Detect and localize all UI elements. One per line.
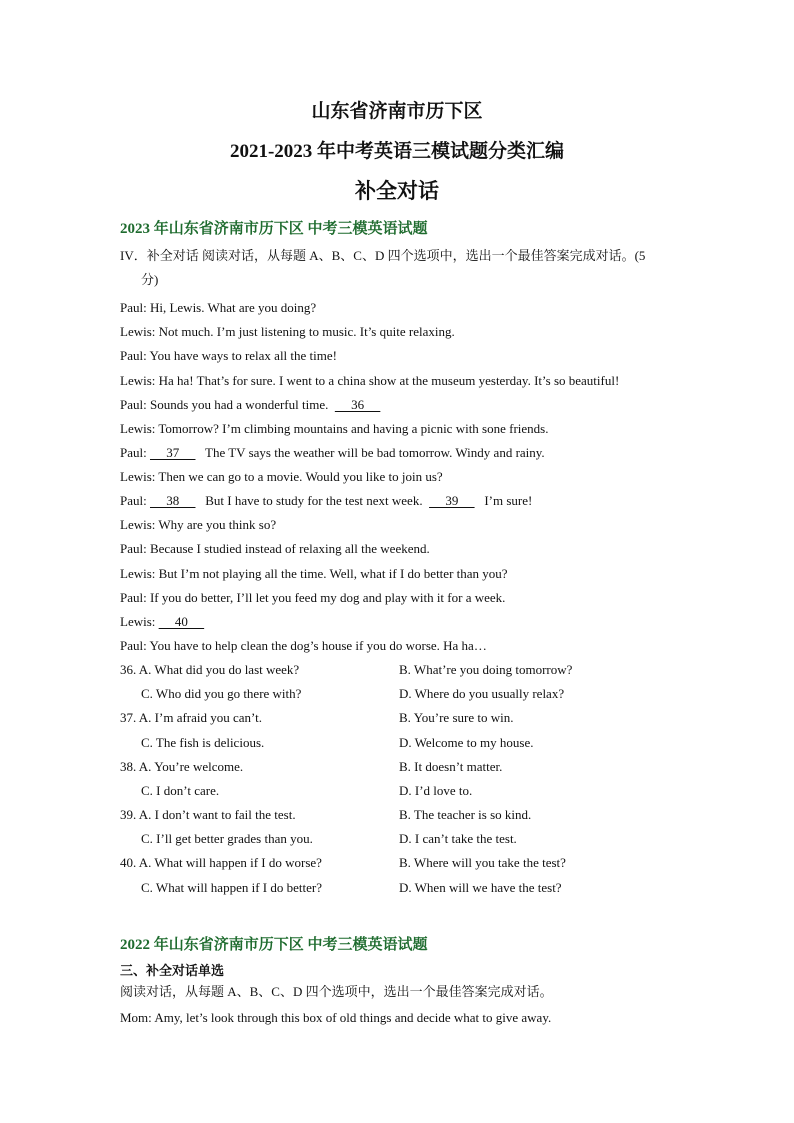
dialogue-line: Mom: Amy, let’s look through this box of old things and decide what to give away. [120,1010,552,1025]
doc-title-topic: 补全对话 [355,179,439,203]
dialogue-text: But I have to study for the test next week. [195,493,430,508]
dialogue-line [120,397,380,413]
option-39c: C. I’ll get better grades than you. [141,831,313,846]
option-36c: C. Who did you go there with? [141,686,302,701]
doc-title-collection: 2021-2023 年中考英语三模试题分类汇编 [229,141,565,162]
instruction-line: 阅读对话，从每题 A、B、C、D 四个选项中，选出一个最佳答案完成对话。 [120,984,553,999]
option-38b: B. It doesn’t matter. [399,759,503,774]
dialogue-line: Paul: Hi, Lewis. What are you doing? [120,300,317,315]
dialogue-text: The TV says the weather will be bad tomorrow. Windy and rainy. [195,445,545,460]
dialogue-line: Lewis: Why are you think so? [120,517,277,532]
answer-blank-38: 38 [149,493,196,508]
dialogue-text: Paul: [120,445,150,460]
dialogue-line [120,493,532,509]
instruction-line-cont: 分) [141,272,159,287]
option-36d: D. Where do you usually relax? [399,686,565,701]
dialogue-line: Paul: You have ways to relax all the time! [120,348,337,363]
option-40b: B. Where will you take the test? [399,855,566,870]
option-38c: C. I don’t care. [141,783,220,798]
dialogue-line: Lewis: But I’m not playing all the time. Well, what if I do better than you? [120,566,508,581]
answer-blank-37: 37 [149,445,196,460]
option-39d: D. I can’t take the test. [399,831,517,846]
option-39b: B. The teacher is so kind. [399,807,532,822]
dialogue-line: Paul: You have to help clean the dog’s house if you do worse. Ha ha… [120,638,487,653]
dialogue-line: Paul: If you do better, I’ll let you feed my dog and play with it for a week. [120,590,506,605]
option-38d: D. I’d love to. [399,783,473,798]
dialogue-text: I’m sure! [474,493,533,508]
option-37d: D. Welcome to my house. [399,735,534,750]
answer-blank-39: 39 [429,493,475,508]
option-39a: 39. A. I don’t want to fail the test. [120,807,296,822]
answer-blank-36: 36 [334,397,381,412]
dialogue-line: Lewis: Not much. I’m just listening to music. It’s quite relaxing. [120,324,455,339]
option-37a: 37. A. I’m afraid you can’t. [120,710,262,725]
dialogue-text: Lewis: [120,614,159,629]
dialogue-line: Lewis: Ha ha! That’s for sure. I went to a china show at the museum yesterday. It’s so beautiful! [120,373,620,388]
subsection-heading: 三、补全对话单选 [120,963,225,978]
instruction-line: IV．补全对话 阅读对话，从每题 A、B、C、D 四个选项中，选出一个最佳答案完成对话。(5 [120,248,646,263]
dialogue-line: Paul: Because I studied instead of relaxing all the weekend. [120,541,430,556]
option-36a: 36. A. What did you do last week? [120,662,300,677]
answer-blank-40: 40 [158,614,205,629]
option-40d: D. When will we have the test? [399,880,562,895]
dialogue-line [120,614,204,630]
dialogue-text: Paul: [120,493,150,508]
dialogue-line: Lewis: Then we can go to a movie. Would you like to join us? [120,469,443,484]
option-36b: B. What’re you doing tomorrow? [399,662,573,677]
option-40a: 40. A. What will happen if I do worse? [120,855,322,870]
dialogue-text: Paul: Sounds you had a wonderful time. [120,397,335,412]
option-37c: C. The fish is delicious. [141,735,265,750]
dialogue-line: Lewis: Tomorrow? I’m climbing mountains and having a picnic with sone friends. [120,421,549,436]
section-heading-2023: 2023 年山东省济南市历下区 中考三模英语试题 [120,221,428,237]
option-40c: C. What will happen if I do better? [141,880,322,895]
option-38a: 38. A. You’re welcome. [120,759,244,774]
dialogue-line [120,445,545,461]
option-37b: B. You’re sure to win. [399,710,514,725]
doc-title-region: 山东省济南市历下区 [311,101,483,122]
section-heading-2022: 2022 年山东省济南市历下区 中考三模英语试题 [120,937,428,953]
